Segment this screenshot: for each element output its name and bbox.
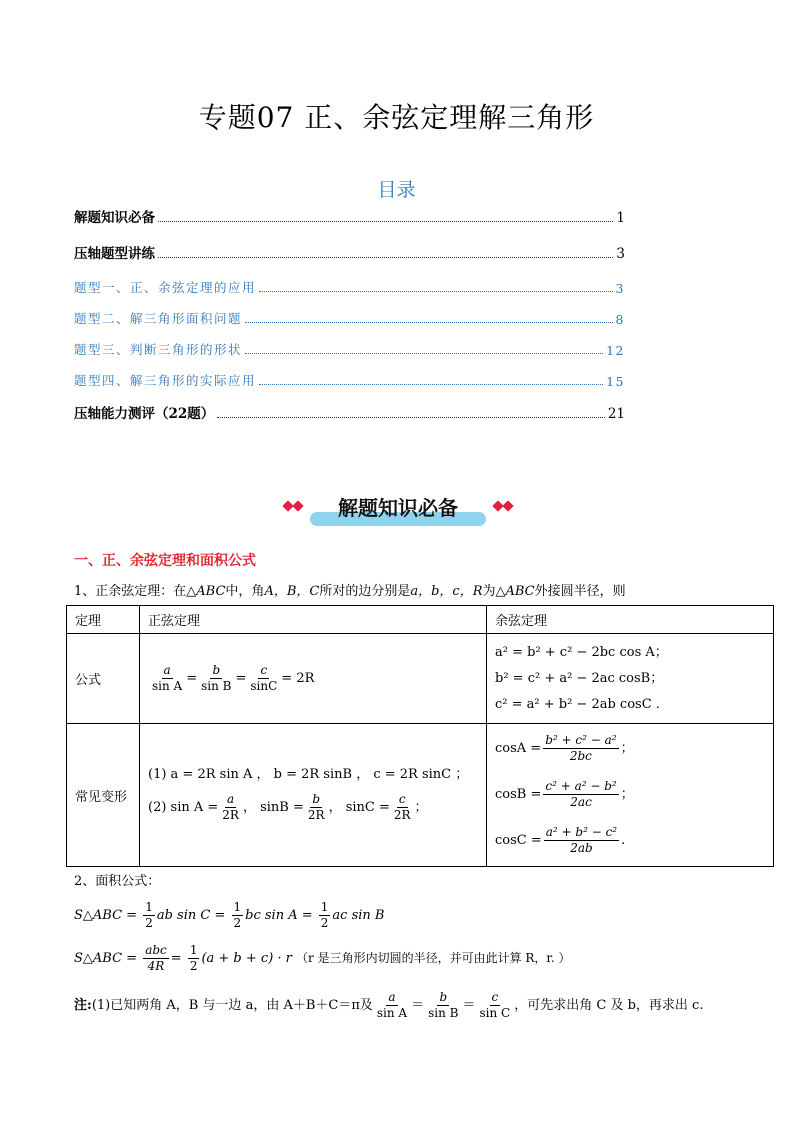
toc-entry[interactable]: [74, 338, 625, 358]
toc-entry[interactable]: [74, 402, 625, 422]
formula-line: cosB = $\frac{\text{c² + a² − b²}}{2ac}$ ；: [495, 779, 634, 809]
diamond-icon: [292, 500, 303, 511]
toc-heading: 目录: [377, 179, 416, 201]
cosine-law-formulas: [487, 634, 774, 724]
page-title: 专题07 正、余弦定理解三角形: [198, 101, 595, 134]
toc-leader: [158, 257, 613, 258]
toc-entry[interactable]: [74, 206, 625, 226]
toc-leader: [217, 417, 605, 418]
note-paragraph: 注:(1)已知两角 A，B 与一边 a，由 A＋B＋C＝π及 $\frac{a}{\text{sin A}}$ ＝ $\frac{b}{\text{sin B}}$ ＝ $\frac{c}{\text{sin C}}$ ，可先求出角 C 及 b，再求出 c.: [74, 990, 704, 1020]
row-label: 常见变形: [67, 724, 140, 867]
area-formula-1: S△ABC = $\frac{1}{2}$ ab sin C = $\frac{1}{2}$ bc sin A = $\frac{1}{2}$ ac sin B: [74, 900, 385, 930]
toc-leader: [259, 384, 603, 385]
toc-entry-page: 21: [607, 406, 625, 422]
toc-entry[interactable]: [74, 307, 625, 327]
diamond-icon: [502, 500, 513, 511]
toc-entry-label: 题型三、判断三角形的形状: [74, 342, 243, 357]
sine-law-formula: $\frac{a}{\text{sin A}}$ = $\frac{b}{\text{sin B}}$ = $\frac{c}{\sin C}$ = 2R: [140, 634, 487, 724]
toc-entry-page: 15: [606, 374, 625, 389]
toc-entry-label: 压轴题型讲练: [74, 246, 155, 262]
area-title: 2、面积公式：: [74, 874, 161, 889]
toc-entry-label: 题型二、解三角形面积问题: [74, 311, 243, 326]
formula-line: (2) sin A = $\frac{a}{2R}$ ， sinB = $\frac{b}{2R}$ ， sinC = $\frac{c}{2R}$ ；: [148, 792, 428, 822]
table-header: 余弦定理: [487, 606, 774, 634]
cosine-law-variants: [487, 724, 774, 867]
banner-title: 解题知识必备: [338, 496, 458, 520]
toc-entry-label: 题型四、解三角形的实际应用: [74, 373, 257, 388]
section-banner: [0, 490, 793, 530]
toc-leader: [158, 221, 613, 222]
table-header: 定理: [67, 606, 140, 634]
toc-entry-label: 解题知识必备: [74, 210, 155, 226]
section-title: 一、正、余弦定理和面积公式: [74, 553, 256, 569]
toc-entry-page: 3: [615, 281, 625, 296]
law-table: [66, 605, 774, 867]
table-header: 正弦定理: [140, 606, 487, 634]
toc-entry[interactable]: [74, 369, 625, 389]
toc-entry-label: 压轴能力测评（22题）: [74, 406, 215, 422]
formula-line: b² = c² + a² − 2ac cosB；: [495, 670, 664, 686]
toc-entry-page: 12: [606, 343, 625, 358]
toc-entry-page: 3: [616, 246, 625, 262]
formula-line: cosC = $\frac{\text{a² + b² − c²}}{2ab}$ .: [495, 825, 626, 855]
formula-line: a² = b² + c² − 2bc cos A；: [495, 644, 668, 660]
row-label: 公式: [67, 634, 140, 724]
formula-line: cosA = $\frac{\text{b² + c² − a²}}{2bc}$ ；: [495, 733, 634, 763]
area-formula-2: S△ABC = $\frac{\text{abc}}{4R}$ = $\frac{1}{2}$ (a + b + c) · r （r 是三角形内切圆的半径，并可由此计算 R，r. ）: [74, 943, 571, 973]
toc-leader: [259, 291, 613, 292]
sine-law-variants: [140, 724, 487, 867]
toc-entry-label: 题型一、正、余弦定理的应用: [74, 280, 257, 295]
formula-line: (1) a = 2R sin A ， b = 2R sinB ， c = 2R sinC ；: [148, 767, 469, 782]
toc-leader: [245, 353, 603, 354]
toc-entry[interactable]: [74, 276, 625, 296]
toc-leader: [245, 322, 613, 323]
toc-entry[interactable]: [74, 242, 625, 262]
toc-entry-page: 8: [615, 312, 625, 327]
law-intro: 1、正余弦定理：在△ABC中，角A，B，C所对的边分别是a，b，c，R为△ABC外接圆半径，则: [74, 584, 626, 599]
formula-line: c² = a² + b² − 2ab cosC .: [495, 696, 660, 712]
toc-entry-page: 1: [616, 210, 625, 226]
